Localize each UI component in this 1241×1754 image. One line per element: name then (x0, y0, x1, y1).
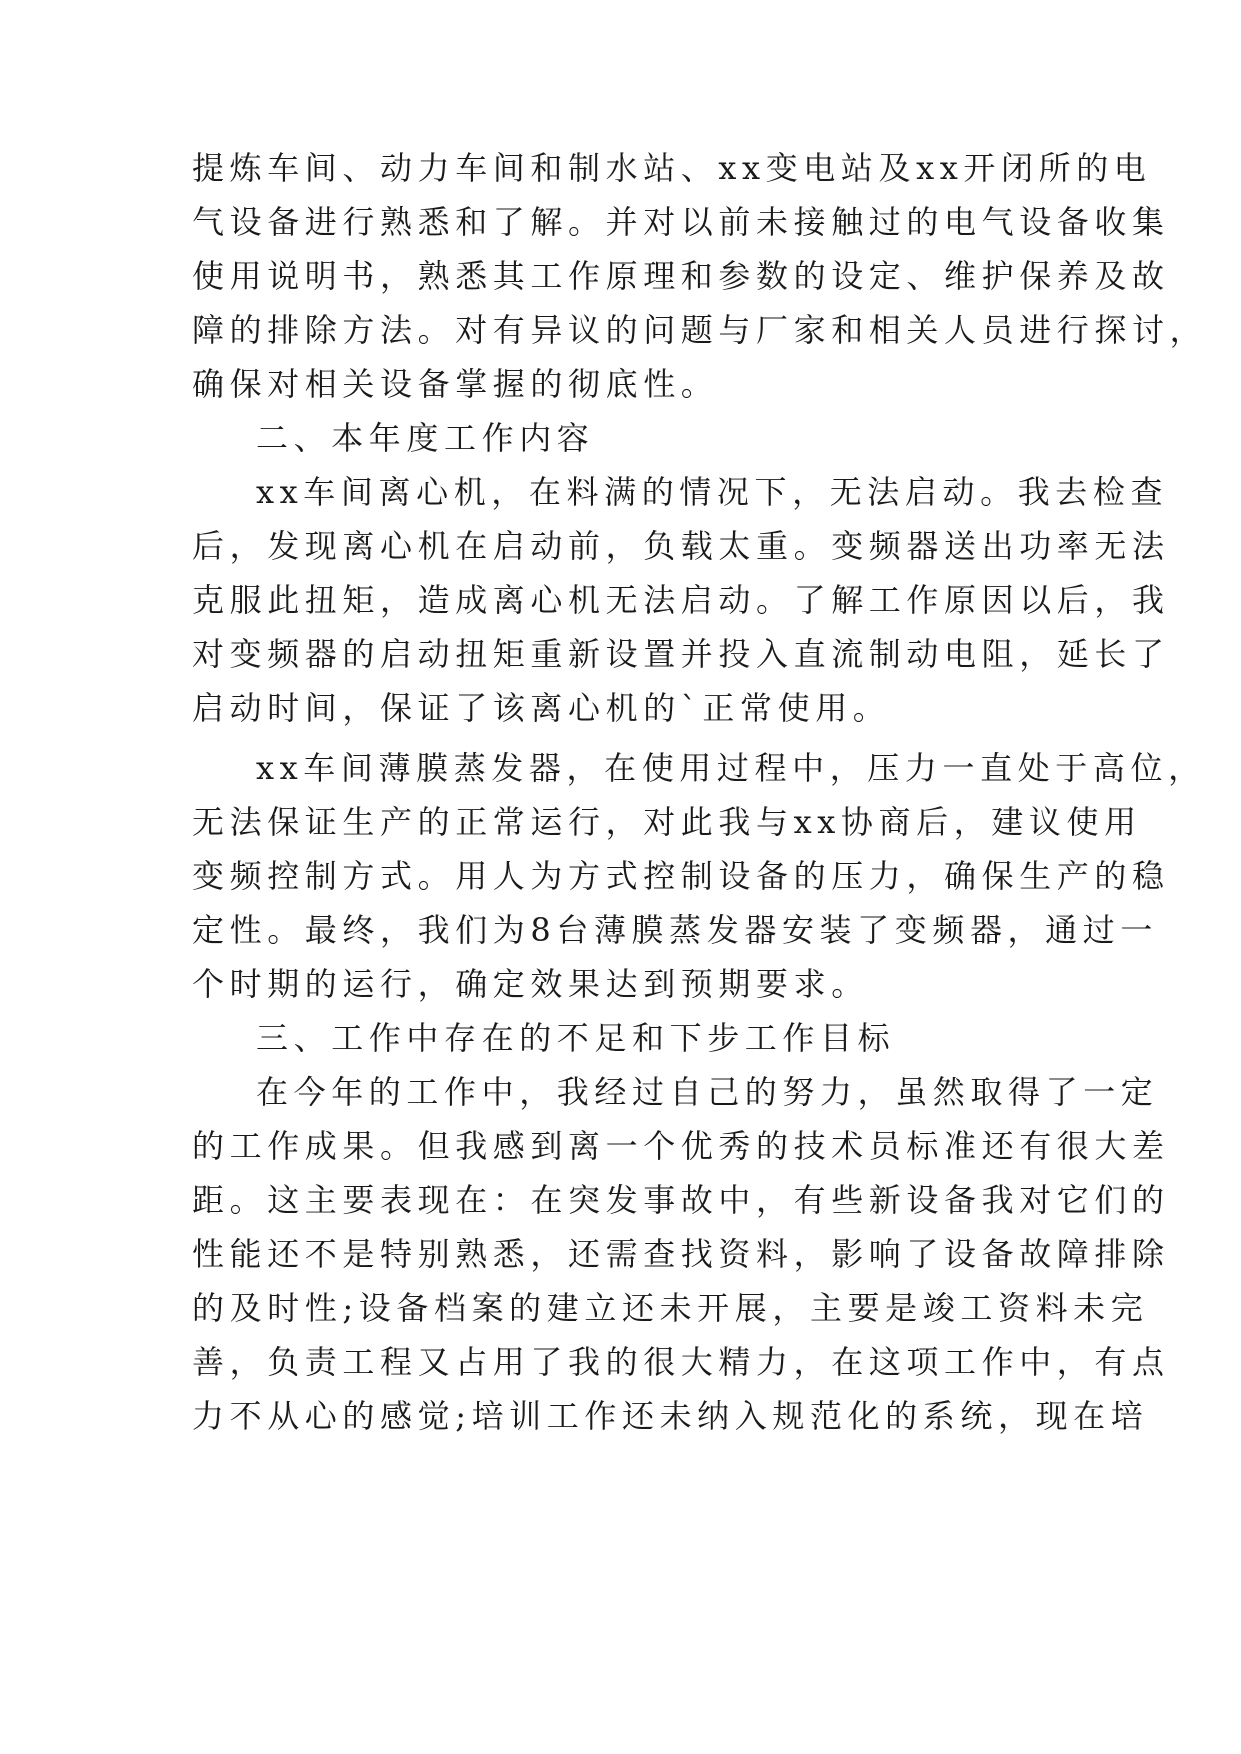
body-text-line: 使用说明书，熟悉其工作原理和参数的设定、维护保养及故 (192, 257, 1170, 295)
body-text-line: xx车间薄膜蒸发器，在使用过程中，压力一直处于高位， (256, 749, 1206, 787)
body-text-line: 对变频器的启动扭矩重新设置并投入直流制动电阻，延长了 (192, 635, 1170, 673)
body-text-line: 克服此扭矩，造成离心机无法启动。了解工作原因以后，我 (192, 581, 1170, 619)
section-heading: 三、工作中存在的不足和下步工作目标 (256, 1019, 896, 1057)
body-text-line: xx车间离心机，在料满的情况下，无法启动。我去检查 (256, 473, 1169, 511)
body-text-line: 障的排除方法。对有异议的问题与厂家和相关人员进行探讨， (192, 311, 1208, 349)
body-text-line: 性能还不是特别熟悉，还需查找资料，影响了设备故障排除 (192, 1235, 1170, 1273)
body-text-line: 在今年的工作中，我经过自己的努力，虽然取得了一定 (256, 1073, 1159, 1111)
body-text-line: 后，发现离心机在启动前，负载太重。变频器送出功率无法 (192, 527, 1170, 565)
body-text-line: 变频控制方式。用人为方式控制设备的压力，确保生产的稳 (192, 857, 1170, 895)
body-text-line: 的及时性;设备档案的建立还未开展，主要是竣工资料未完 (192, 1289, 1149, 1327)
body-text-line: 确保对相关设备掌握的彻底性。 (192, 365, 719, 403)
body-text-line: 善，负责工程又占用了我的很大精力，在这项工作中，有点 (192, 1343, 1170, 1381)
body-text-line: 的工作成果。但我感到离一个优秀的技术员标准还有很大差 (192, 1127, 1170, 1165)
body-text-line: 提炼车间、动力车间和制水站、xx变电站及xx开闭所的电 (192, 149, 1152, 187)
body-text-line: 启动时间，保证了该离心机的`正常使用。 (192, 689, 891, 727)
body-text-line: 距。这主要表现在：在突发事故中，有些新设备我对它们的 (192, 1181, 1170, 1219)
body-text-line: 无法保证生产的正常运行，对此我与xx协商后，建议使用 (192, 803, 1142, 841)
body-text-line: 气设备进行熟悉和了解。并对以前未接触过的电气设备收集 (192, 203, 1170, 241)
section-heading: 二、本年度工作内容 (256, 419, 595, 457)
body-text-line: 力不从心的感觉;培训工作还未纳入规范化的系统，现在培 (192, 1397, 1149, 1435)
body-text-line: 定性。最终，我们为8台薄膜蒸发器安装了变频器，通过一 (192, 911, 1158, 949)
body-text-line: 个时期的运行，确定效果达到预期要求。 (192, 965, 869, 1003)
